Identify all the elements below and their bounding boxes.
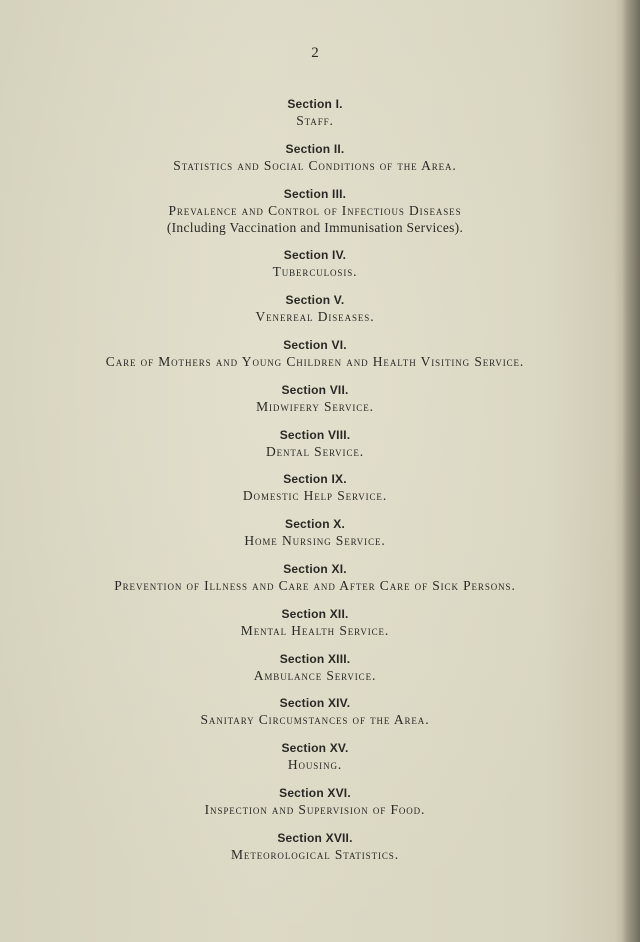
section-heading: Section IV. — [283, 248, 347, 263]
section-entry — [0, 337, 630, 382]
section-heading: Section VI. — [283, 337, 347, 352]
section-heading: Section XII. — [281, 606, 349, 621]
section-title: Prevalence and Control of Infectious Diseases — [168, 202, 462, 218]
section-heading: Section I. — [287, 97, 343, 111]
section-entry — [0, 785, 630, 830]
section-entry — [0, 516, 630, 561]
section-heading: Section XV. — [281, 741, 349, 756]
section-title: Inspection and Supervision of Food. — [204, 801, 426, 817]
section-heading: Section VII. — [281, 382, 349, 397]
section-entry — [0, 96, 630, 141]
section-heading: Section XVI. — [279, 785, 351, 800]
section-heading: Section III. — [283, 186, 347, 201]
section-entry — [0, 695, 630, 740]
section-heading: Section XI. — [283, 561, 347, 576]
section-heading: Section XIV. — [279, 696, 351, 711]
section-heading: Section V. — [285, 293, 345, 308]
section-entry — [0, 830, 630, 875]
section-title: Mental Health Service. — [240, 622, 390, 638]
section-title: Staff. — [296, 113, 334, 128]
page-number: 2 — [311, 45, 319, 61]
section-title: Meteorological Statistics. — [231, 846, 399, 862]
section-heading: Section IX. — [283, 472, 347, 487]
section-entry — [0, 606, 630, 651]
section-heading: Section XVII. — [277, 830, 353, 845]
section-title: Domestic Help Service. — [242, 488, 388, 504]
section-heading: Section VIII. — [279, 427, 351, 442]
section-entry — [0, 382, 630, 427]
section-title: Housing. — [287, 757, 343, 773]
section-note: (Including Vaccination and Immunisation Services). — [166, 219, 464, 235]
section-entry — [0, 247, 630, 292]
section-entry — [0, 651, 630, 696]
section-heading: Section X. — [284, 517, 345, 532]
section-entry — [0, 740, 630, 785]
section-title: Ambulance Service. — [253, 667, 377, 683]
section-title: Dental Service. — [265, 443, 365, 459]
section-title: Venereal Diseases. — [255, 309, 375, 325]
section-title: Sanitary Circumstances of the Area. — [200, 712, 430, 728]
section-title: Prevention of Illness and Care and After Care of Sick Persons. — [114, 577, 516, 593]
section-title: Midwifery Service. — [256, 398, 374, 414]
section-list — [0, 96, 630, 875]
section-title: Home Nursing Service. — [244, 533, 386, 549]
section-entry — [0, 292, 630, 337]
section-entry — [0, 186, 630, 248]
section-title: Tuberculosis. — [272, 264, 358, 280]
section-title: Statistics and Social Conditions of the Area. — [173, 157, 457, 173]
section-entry — [0, 427, 630, 472]
section-title: Care of Mothers and Young Children and Health Visiting Service. — [105, 353, 525, 369]
section-entry — [0, 561, 630, 606]
section-entry — [0, 141, 630, 186]
section-heading: Section XIII. — [279, 651, 351, 666]
section-entry — [0, 471, 630, 516]
section-heading: Section II. — [285, 141, 345, 156]
